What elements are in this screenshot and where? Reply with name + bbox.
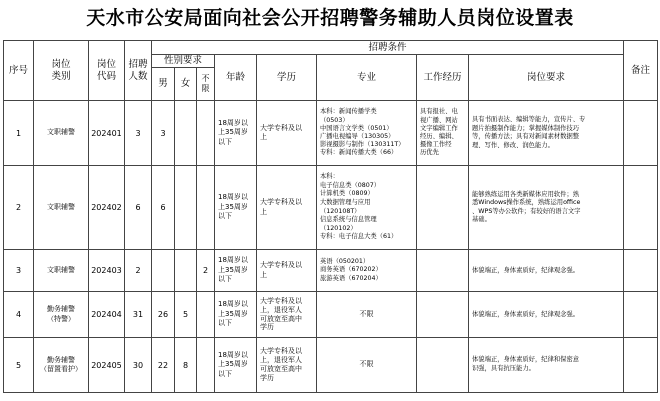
cell-major: 本科： 电子信息类（0807） 计算机类（0809） 大数据管理与应用 （120108T） 信息系统与信息管理 （120102） 专科：电子信息大类（61） <box>317 166 417 250</box>
page-title: 天水市公安局面向社会公开招聘警务辅助人员岗位设置表 <box>86 7 574 29</box>
cell-unlimited <box>197 292 215 338</box>
table-row <box>4 292 658 338</box>
cell-unlimited <box>197 166 215 250</box>
cell-requirements: 体貌端正，身体素质好，纪律和保密意 识强，具有抗压能力。 <box>469 338 624 393</box>
cell-experience <box>417 250 469 292</box>
cell-female: 8 <box>175 338 197 393</box>
cell-seq: 3 <box>4 250 34 292</box>
cell-experience <box>417 292 469 338</box>
table-row <box>4 338 658 393</box>
cell-male: 26 <box>152 292 175 338</box>
cell-unlimited <box>197 338 215 393</box>
cell-major: 不限 <box>317 338 417 393</box>
cell-requirements: 具有书面表达、编辑等能力，宣传片、专 题片拍摄制作能力；掌握媒体制作技巧 等，传播方法；具有对新闻素材数据整 理、写作、修改、润色能力。 <box>469 101 624 166</box>
header-recruit-count: 招聘 人数 <box>125 41 152 101</box>
cell-education: 大学专科及以 上，退役军人 可放宽至高中 学历 <box>257 292 317 338</box>
table-row <box>4 101 658 166</box>
cell-seq: 5 <box>4 338 34 393</box>
cell-category: 文职辅警 <box>34 101 89 166</box>
cell-requirements: 能够熟练运用各类新媒体应用软件；熟 悉Windows操作系统，熟练运用office 、WPS等办公软件；有较好的语言文字 基础。 <box>469 166 624 250</box>
header-gender: 性别要求 <box>152 55 215 68</box>
cell-age: 18周岁以 上35周岁 以下 <box>215 292 257 338</box>
cell-male <box>152 250 175 292</box>
cell-count: 2 <box>125 250 152 292</box>
cell-male: 3 <box>152 101 175 166</box>
table-row <box>4 166 658 250</box>
cell-age: 18周岁以 上35周岁 以下 <box>215 338 257 393</box>
cell-requirements: 体貌端正，身体素质好，纪律观念强。 <box>469 250 624 292</box>
header-experience: 工作经历 <box>417 55 469 101</box>
cell-seq: 1 <box>4 101 34 166</box>
cell-age: 18周岁以 上35周岁 以下 <box>215 166 257 250</box>
cell-male: 6 <box>152 166 175 250</box>
header-male: 男 <box>152 68 175 101</box>
cell-count: 6 <box>125 166 152 250</box>
cell-remarks <box>624 292 658 338</box>
cell-category: 勤务辅警 （留置看护） <box>34 338 89 393</box>
cell-seq: 4 <box>4 292 34 338</box>
cell-major: 不限 <box>317 292 417 338</box>
cell-category: 文职辅警 <box>34 250 89 292</box>
cell-count: 30 <box>125 338 152 393</box>
cell-count: 3 <box>125 101 152 166</box>
cell-experience <box>417 338 469 393</box>
header-seq: 序号 <box>4 41 34 101</box>
cell-male: 22 <box>152 338 175 393</box>
cell-female <box>175 101 197 166</box>
cell-unlimited <box>197 101 215 166</box>
header-requirements: 岗位要求 <box>469 55 624 101</box>
cell-code: 202401 <box>89 101 125 166</box>
header-age: 年龄 <box>215 55 257 101</box>
header-post-code: 岗位 代码 <box>89 41 125 101</box>
header-major: 专业 <box>317 55 417 101</box>
cell-code: 202402 <box>89 166 125 250</box>
cell-remarks <box>624 101 658 166</box>
cell-education: 大学专科及以 上 <box>257 250 317 292</box>
cell-remarks <box>624 338 658 393</box>
cell-female <box>175 250 197 292</box>
cell-remarks <box>624 166 658 250</box>
cell-female <box>175 166 197 250</box>
cell-category: 文职辅警 <box>34 166 89 250</box>
cell-major: 英语（050201） 商务英语（670202） 旅游英语（670204） <box>317 250 417 292</box>
header-education: 学历 <box>257 55 317 101</box>
header-unlimited: 不 限 <box>197 68 215 101</box>
cell-education: 大学专科及以 上 <box>257 101 317 166</box>
cell-remarks <box>624 250 658 292</box>
cell-code: 202405 <box>89 338 125 393</box>
cell-age: 18周岁以 上35周岁 以下 <box>215 250 257 292</box>
cell-unlimited: 2 <box>197 250 215 292</box>
cell-age: 18周岁以 上35周岁 以下 <box>215 101 257 166</box>
table-row <box>4 250 658 292</box>
cell-seq: 2 <box>4 166 34 250</box>
cell-major: 本科：新闻传播学类 （0503） 中国语言文学类（0501） 广播电视编导（130305） 影视摄影与制作（130311T） 专科：新闻传播大类（66） <box>317 101 417 166</box>
cell-experience: 具有报社、电 视广播、网站 文字编辑工作 经历、编辑、 摄像工作经 历优先 <box>417 101 469 166</box>
cell-code: 202403 <box>89 250 125 292</box>
cell-code: 202404 <box>89 292 125 338</box>
cell-requirements: 体貌端正，身体素质好，纪律观念强。 <box>469 292 624 338</box>
post-settings-table <box>3 40 658 393</box>
header-remarks: 备注 <box>624 41 658 101</box>
cell-category: 勤务辅警 （特警） <box>34 292 89 338</box>
header-post-category: 岗位 类别 <box>34 41 89 101</box>
header-female: 女 <box>175 68 197 101</box>
cell-female: 5 <box>175 292 197 338</box>
cell-count: 31 <box>125 292 152 338</box>
cell-experience <box>417 166 469 250</box>
cell-education: 大学专科及以 上，退役军人 可放宽至高中 学历 <box>257 338 317 393</box>
cell-education: 大学专科及以 上 <box>257 166 317 250</box>
header-conditions: 招聘条件 <box>152 41 624 55</box>
